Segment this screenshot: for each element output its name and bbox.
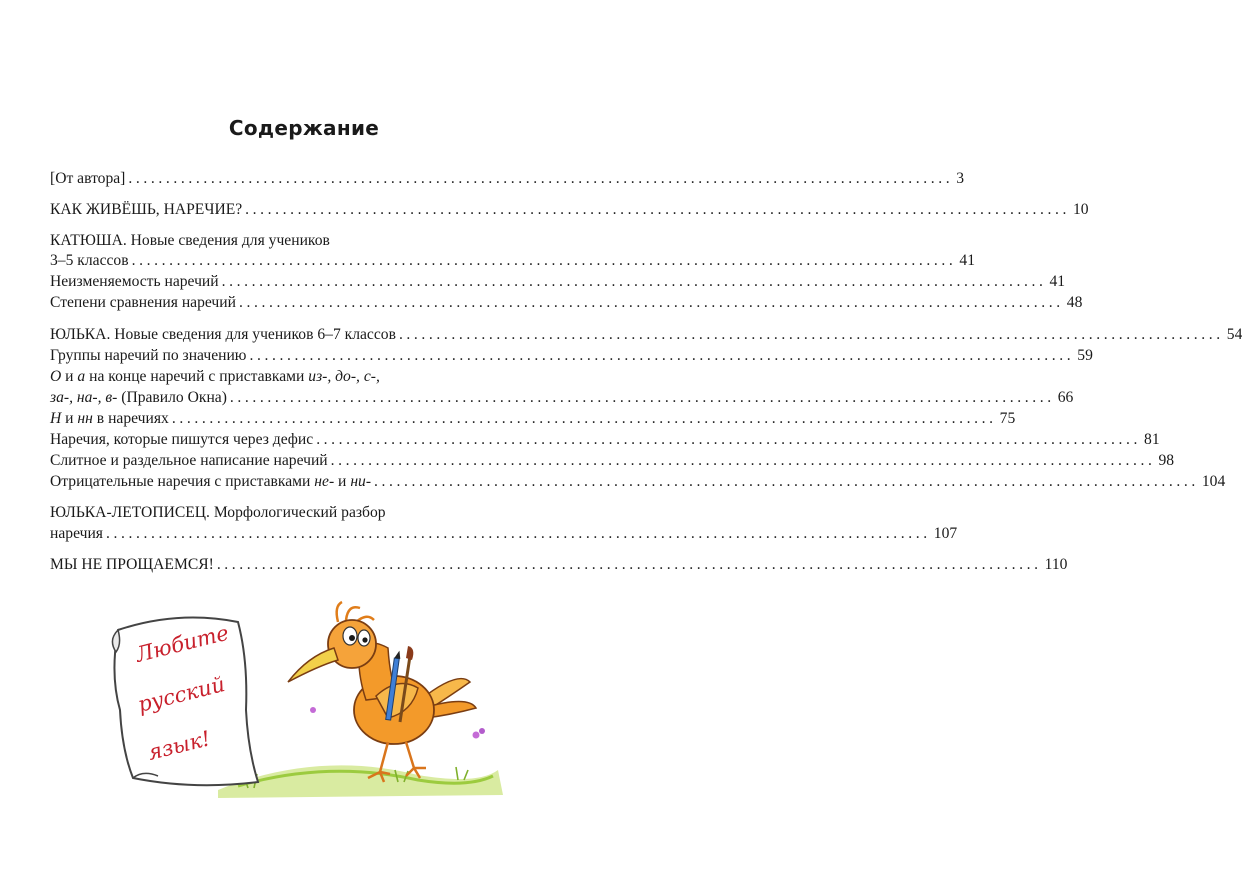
toc-page-number: 110 — [1044, 556, 1068, 573]
italic-prefix: ни- — [350, 473, 372, 490]
toc-page-number: 75 — [999, 410, 1016, 427]
toc-entry-katyusha-line1[interactable]: КАТЮША. Новые сведения для учеников — [50, 232, 330, 249]
toc-entry-ne-proshchaemsya[interactable] — [50, 554, 1068, 576]
toc-entry-ot-avtora[interactable] — [50, 168, 965, 190]
dot-leader: .............................................................................................................. — [216, 556, 1042, 573]
italic-letter: Н — [50, 410, 62, 427]
toc-page-number: 48 — [1066, 294, 1083, 311]
toc-entry-neizmen[interactable] — [50, 271, 1066, 293]
dot-leader: .............................................................................................................. — [316, 431, 1142, 448]
conjunction: и — [61, 410, 78, 427]
dot-leader: .............................................................................................................. — [105, 525, 931, 542]
toc-entry-katyusha[interactable] — [50, 250, 975, 272]
toc-entry-title — [50, 471, 371, 493]
conjunction: и — [61, 368, 78, 385]
toc-entry-stepeni[interactable] — [50, 292, 1083, 314]
toc-entry-title: ЮЛЬКА. Новые сведения для учеников 6–7 классов — [50, 326, 396, 343]
dot-leader: .............................................................................................................. — [221, 273, 1047, 290]
toc-entry-defis[interactable] — [50, 429, 1160, 451]
toc-entry-title: МЫ НЕ ПРОЩАЕМСЯ! — [50, 556, 214, 573]
dot-leader: .............................................................................................................. — [238, 294, 1064, 311]
toc-page-number: 54 — [1226, 326, 1242, 343]
dot-leader: .............................................................................................................. — [330, 452, 1156, 469]
dot-leader: .............................................................................................................. — [128, 170, 954, 187]
dot-leader: .............................................................................................................. — [249, 347, 1075, 364]
italic-prefix: не- — [314, 473, 335, 490]
toc-entry-title: на конце наречий с приставками — [85, 368, 309, 385]
toc-entry-title: Слитное и раздельное написание наречий — [50, 452, 328, 469]
sign-line-1: Любите — [133, 620, 232, 667]
toc-page-number: 10 — [1073, 201, 1089, 218]
toc-entry-o-a-line1[interactable] — [50, 366, 560, 388]
page-title: Содержание — [228, 116, 380, 140]
dot-leader: .............................................................................................................. — [398, 326, 1224, 343]
toc-entry-slitnoe[interactable] — [50, 450, 1175, 472]
toc-page-number: 81 — [1144, 431, 1160, 448]
toc-entry-letopisets-line1[interactable]: ЮЛЬКА-ЛЕТОПИСЕЦ. Морфологический разбор — [50, 504, 386, 521]
toc-entry-o-a[interactable] — [50, 387, 1074, 409]
toc-entry-yulka[interactable] — [50, 324, 1242, 346]
toc-entry-title — [50, 408, 169, 430]
toc-entry-kak-zhivesh[interactable] — [50, 199, 1089, 221]
toc-entry-title: [От автора] — [50, 170, 126, 187]
toc-entry-n-nn[interactable] — [50, 408, 1016, 430]
toc-entry-title: Неизменяемость наречий — [50, 273, 219, 290]
toc-page-number: 104 — [1201, 473, 1226, 490]
toc-entry-gruppy[interactable] — [50, 345, 1093, 367]
toc-entry-title: Степени сравнения наречий — [50, 294, 236, 311]
bird-with-sign-illustration — [98, 600, 510, 800]
toc-entry-title: наречия — [50, 525, 103, 542]
sign-line-3: язык! — [145, 726, 213, 765]
toc-page-number: 98 — [1158, 452, 1175, 469]
toc-page-number: 3 — [956, 170, 965, 187]
toc-entry-text: Отрицательные наречия с приставками — [50, 473, 315, 490]
dot-leader: .............................................................................................................. — [245, 201, 1070, 218]
toc-entry-title: Группы наречий по значению — [50, 347, 247, 364]
dot-leader: .............................................................................................................. — [171, 410, 997, 427]
toc-page-number: 41 — [959, 252, 975, 269]
conjunction: и — [334, 473, 351, 490]
toc-page-number: 107 — [933, 525, 958, 542]
toc-entry-otritsat[interactable] — [50, 471, 1226, 493]
toc-entry-rest: в наречиях — [92, 410, 169, 427]
bird-icon — [288, 602, 476, 782]
toc-entry-title — [50, 387, 227, 409]
italic-letter: О — [50, 368, 62, 385]
toc-entry-title: КАК ЖИВЁШЬ, НАРЕЧИЕ? — [50, 201, 243, 218]
rule-name: (Правило Окна) — [117, 389, 227, 406]
italic-letter: а — [77, 368, 86, 385]
sign-line-2: русский — [135, 672, 228, 717]
dot-leader: .............................................................................................................. — [374, 473, 1199, 490]
toc-entry-title: Наречия, которые пишутся через дефис — [50, 431, 314, 448]
italic-letter: нн — [77, 410, 93, 427]
italic-prefixes: из-, до-, с-, — [308, 368, 380, 385]
dot-leader: .............................................................................................................. — [229, 389, 1055, 406]
italic-prefixes: за-, на-, в- — [50, 389, 118, 406]
toc-page-number: 66 — [1057, 389, 1074, 406]
dot-leader: .............................................................................................................. — [131, 252, 957, 269]
toc-entry-title: 3–5 классов — [50, 252, 129, 269]
toc-page-number: 59 — [1077, 347, 1093, 364]
toc-page-number: 41 — [1049, 273, 1066, 290]
toc-entry-letopisets[interactable] — [50, 523, 958, 545]
